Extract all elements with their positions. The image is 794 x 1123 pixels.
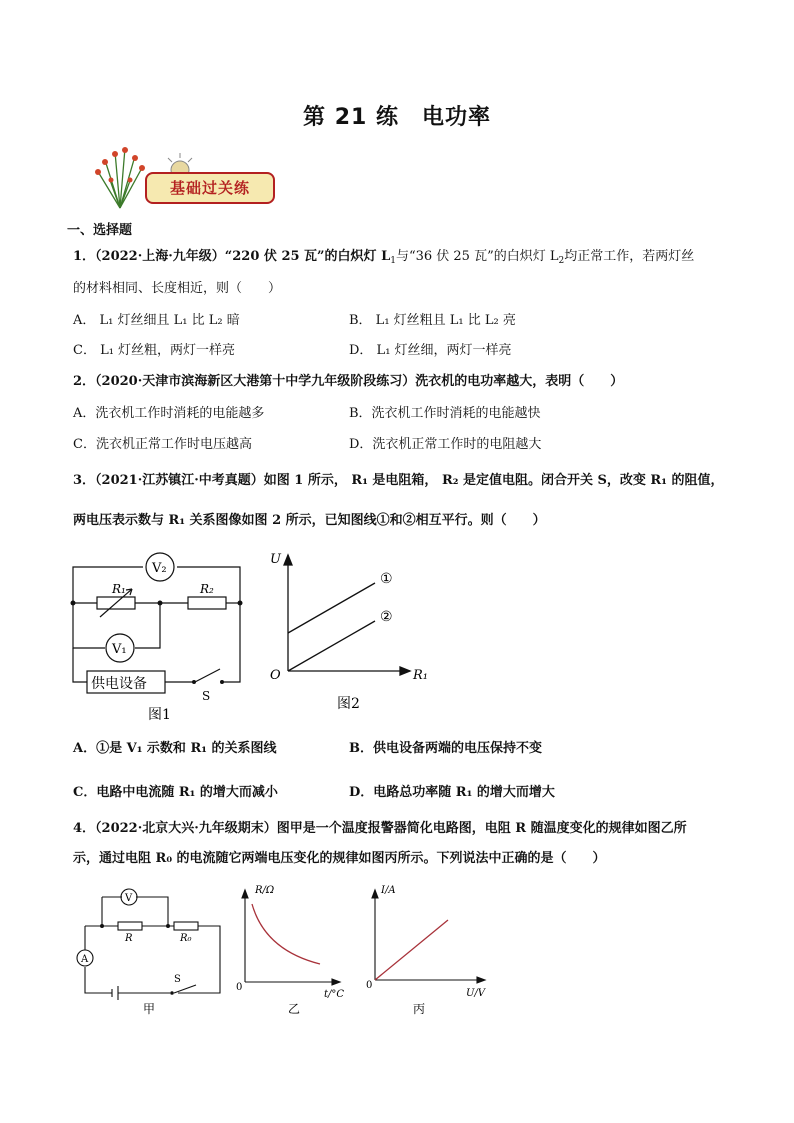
fig2-line1-label: ① xyxy=(380,571,393,587)
i-u-line xyxy=(375,920,448,980)
fig2-x-label: R₁ xyxy=(413,668,428,683)
yi-y-label: R/Ω xyxy=(255,885,275,896)
figure1-caption: 图1 xyxy=(148,707,171,723)
q2-option-d[interactable]: D．洗衣机正常工作时的电阻越大 xyxy=(349,437,542,452)
q1-option-b[interactable]: B． L₁ 灯丝粗且 L₁ 比 L₂ 亮 xyxy=(349,313,516,328)
r2-label: R₂ xyxy=(200,582,214,596)
v2-label: V₂ xyxy=(152,561,167,576)
q3-option-d[interactable]: D．电路总功率随 R₁ 的增大而增大 xyxy=(349,785,555,800)
q1-stem-line1: 1．（2022·上海·九年级）“220 伏 25 瓦”的白炽灯 $L_1$与“36 伏 25 瓦”的白炽灯 $L_2$均正常工作，若两灯丝 xyxy=(73,249,695,266)
q1-option-a[interactable]: A． L₁ 灯丝细且 L₁ 比 L₂ 暗 xyxy=(73,313,240,328)
q4-stem-line1: 4．（2022·北京大兴·九年级期末）图甲是一个温度报警器简化电路图，电阻 R 随温度变化的规律如图乙所 xyxy=(73,821,687,836)
jia-r-label: R xyxy=(125,933,133,944)
figure2-caption: 图2 xyxy=(337,696,360,712)
figure2-graph xyxy=(265,545,440,720)
figure1-circuit xyxy=(60,545,250,725)
jia-r0-label: R₀ xyxy=(180,933,192,944)
q2-stem: 2．（2020·天津市滨海新区大港第十中学九年级阶段练习）洗衣机的电功率越大，表明（ ） xyxy=(73,374,624,389)
section-badge: 基础过关练 xyxy=(145,172,275,204)
line-1 xyxy=(288,583,375,633)
yi-caption: 乙 xyxy=(288,1002,301,1016)
q3-stem-line1: 3．（2021·江苏镇江·中考真题）如图 1 所示， R₁ 是电阻箱， R₂ 是定值电阻。闭合开关 S，改变 R₁ 的阻值， xyxy=(73,473,724,488)
figure-jia-circuit xyxy=(70,880,230,1020)
q2-option-a[interactable]: A．洗衣机工作时消耗的电能越多 xyxy=(73,406,265,421)
fig2-origin: O xyxy=(270,668,281,683)
section-heading: 一、选择题 xyxy=(67,223,133,238)
r1-label: R₁ xyxy=(112,582,126,596)
fig2-line2-label: ② xyxy=(380,609,393,625)
switch-label: S xyxy=(202,689,211,703)
yi-origin: 0 xyxy=(236,982,243,993)
jia-s-label: S xyxy=(174,974,181,985)
figure-bing-graph xyxy=(360,880,490,1020)
q1-option-c[interactable]: C． L₁ 灯丝粗，两灯一样亮 xyxy=(73,343,236,358)
q3-option-b[interactable]: B．供电设备两端的电压保持不变 xyxy=(349,741,542,756)
sun-icon xyxy=(160,148,200,174)
q1-option-d[interactable]: D． L₁ 灯丝细，两灯一样亮 xyxy=(349,343,512,358)
bing-x-label: U/V xyxy=(466,988,486,999)
bing-origin: 0 xyxy=(366,980,373,991)
jia-v-label: V xyxy=(125,893,133,904)
page-title: 第 21 练 电功率 xyxy=(303,105,491,130)
bing-y-label: I/A xyxy=(381,885,396,896)
bing-caption: 丙 xyxy=(413,1002,426,1016)
plant-icon xyxy=(85,140,155,210)
supply-label: 供电设备 xyxy=(91,676,147,692)
q1-stem-line2: 的材料相同、长度相近，则（ ） xyxy=(73,281,282,296)
q2-option-c[interactable]: C．洗衣机正常工作时电压越高 xyxy=(73,437,252,452)
fig2-y-label: U xyxy=(270,552,281,567)
q3-stem-line2: 两电压表示数与 R₁ 关系图像如图 2 所示，已知图线①和②相互平行。则（ ） xyxy=(73,513,546,528)
jia-a-label: A xyxy=(81,954,89,965)
jia-caption: 甲 xyxy=(143,1002,156,1016)
line-2 xyxy=(288,621,375,671)
yi-x-label: t/°C xyxy=(324,989,345,1000)
r-t-curve xyxy=(252,904,320,964)
q4-stem-line2: 示，通过电阻 R₀ 的电流随它两端电压变化的规律如图丙所示。下列说法中正确的是（ ） xyxy=(73,851,606,866)
q3-option-c[interactable]: C．电路中电流随 R₁ 的增大而减小 xyxy=(73,785,278,800)
v1-label: V₁ xyxy=(112,642,127,657)
q3-option-a[interactable]: A．①是 V₁ 示数和 R₁ 的关系图线 xyxy=(73,741,277,756)
figure-yi-graph xyxy=(230,880,350,1020)
q2-option-b[interactable]: B．洗衣机工作时消耗的电能越快 xyxy=(349,406,541,421)
